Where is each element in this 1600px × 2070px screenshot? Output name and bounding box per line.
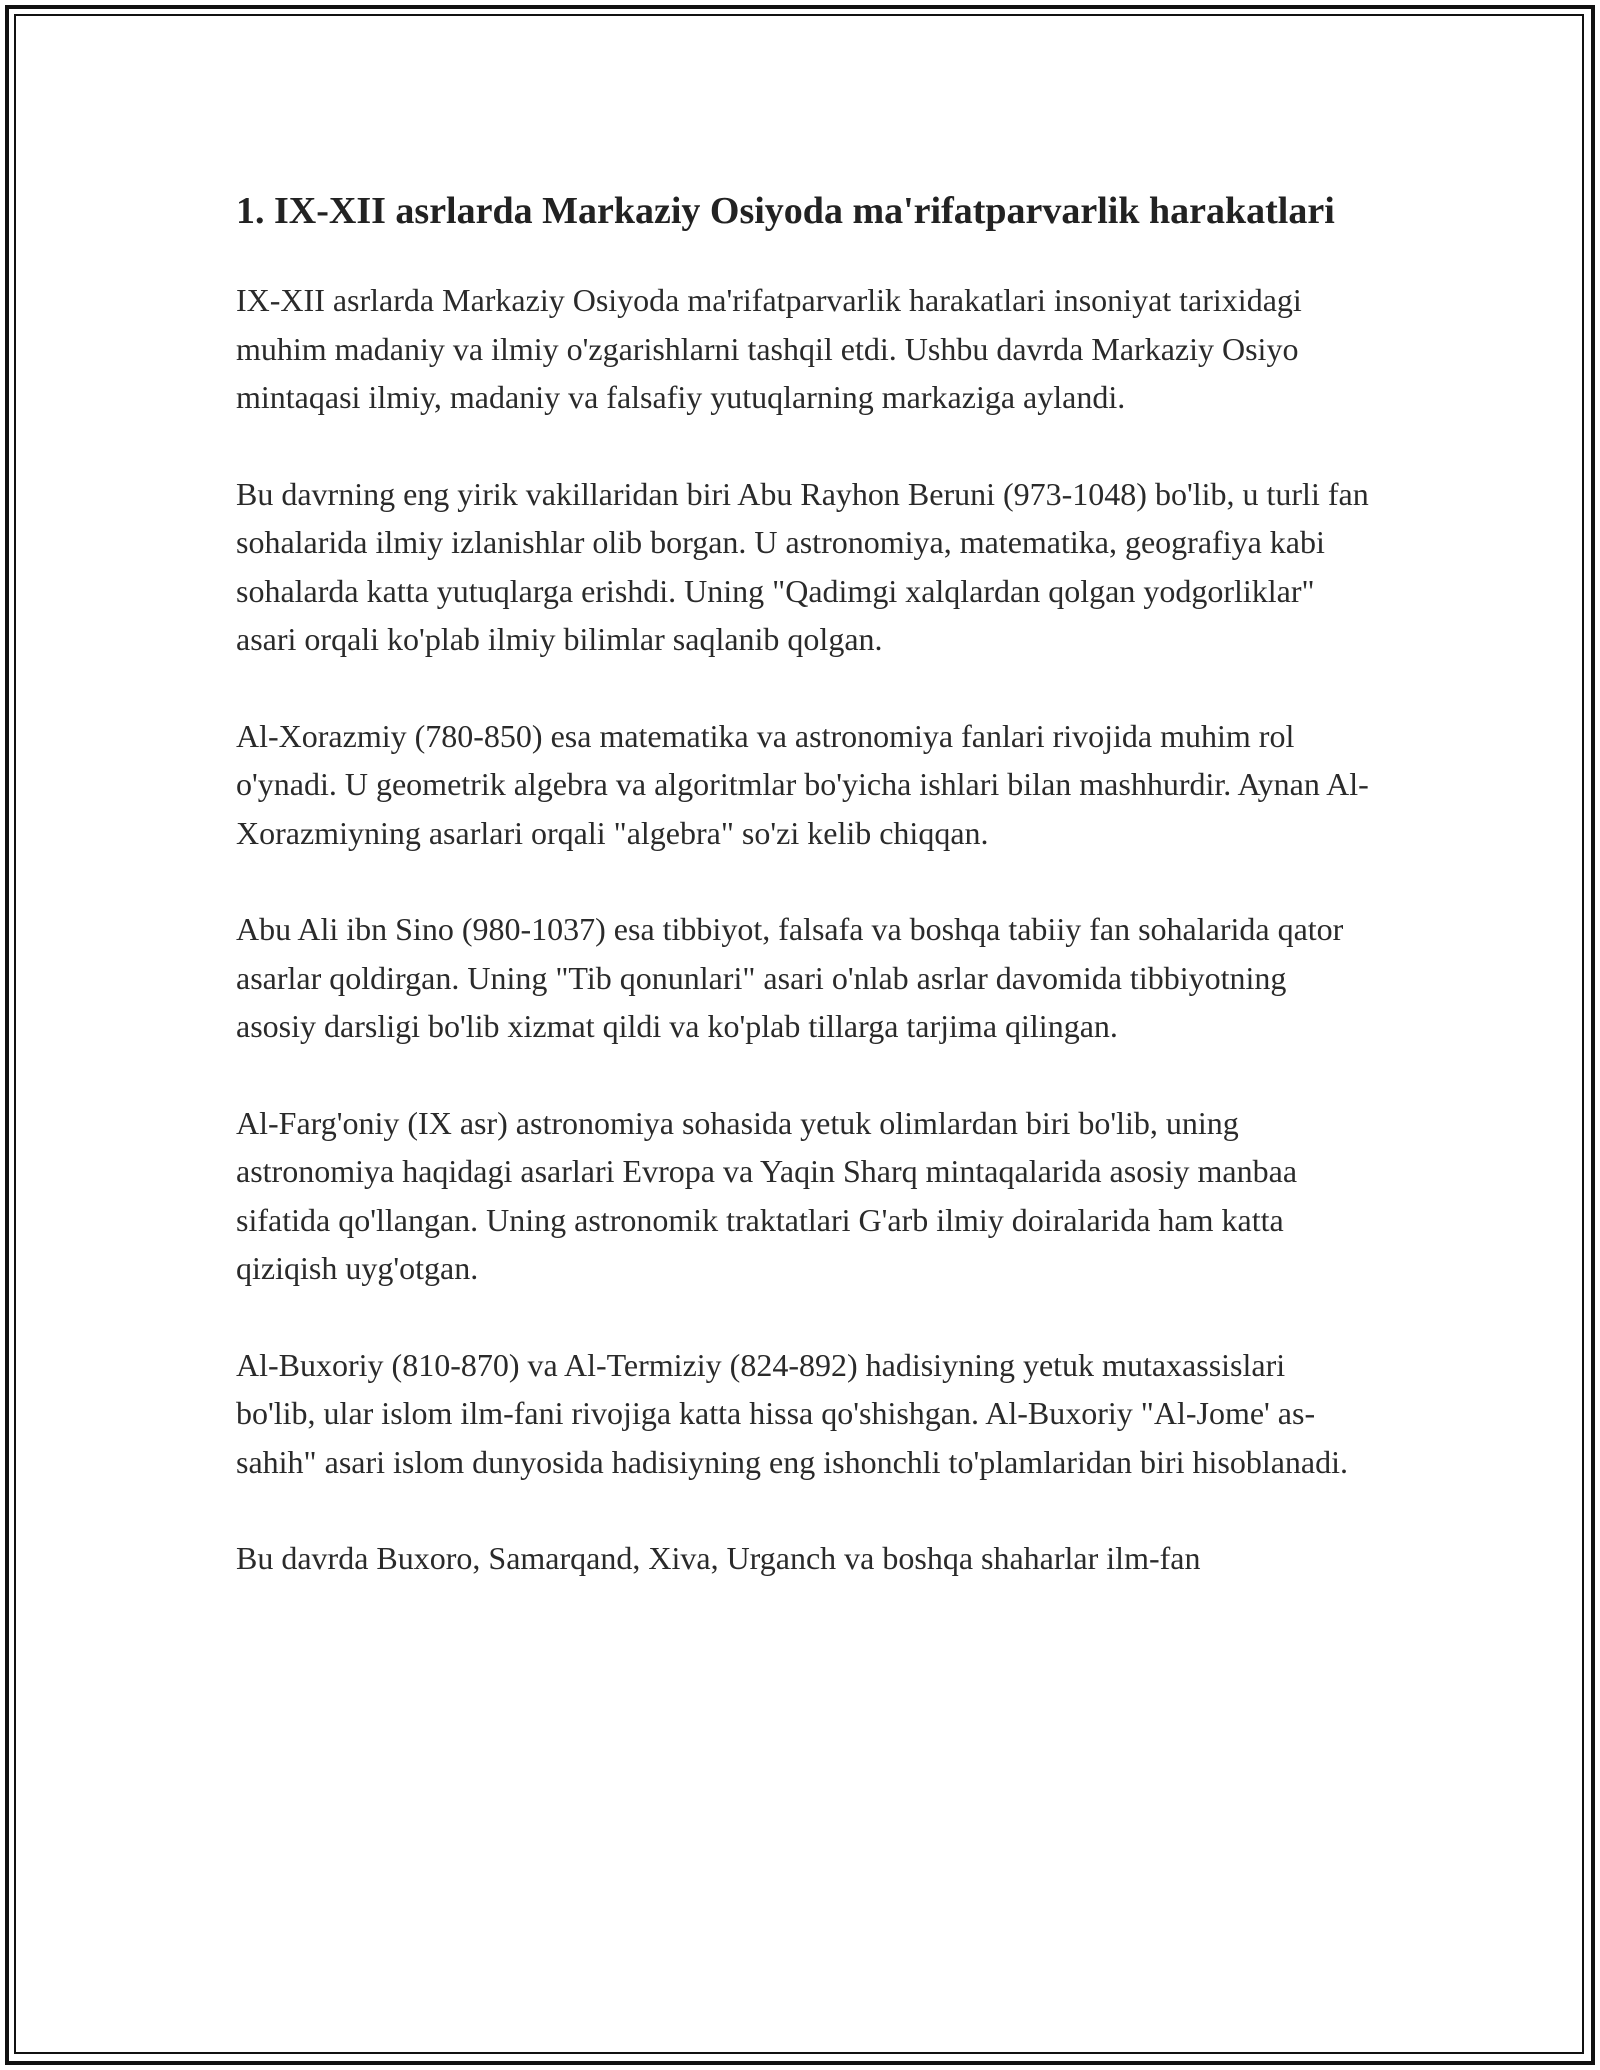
paragraph-buxoriy-termiziy: Al-Buxoriy (810-870) va Al-Termiziy (824-892) hadisiyning yetuk mutaxassislari bo'lib, ular islom ilm-fani rivojiga katta hissa qo'shishgan. Al-Buxoriy "Al-Jome' as-sahih" asari islom dunyosida hadisiyning eng ishonchli to'plamlaridan biri hisoblanadi. [236, 1346, 1348, 1480]
paragraph-ibn-sino: Abu Ali ibn Sino (980-1037) esa tibbiyot, falsafa va boshqa tabiiy fan sohalarida qator asarlar qoldirgan. Uning "Tib qonunlari" asari o'nlab asrlar davomida tibbiyotning asosiy darsligi bo'lib xizmat qildi va ko'plab tillarga tarjima qilingan. [236, 911, 1344, 1044]
paragraph-cities: Bu davrda Buxoro, Samarqand, Xiva, Urganch va boshqa shaharlar ilm-fan [236, 1540, 1201, 1576]
paragraph-xorazmiy: Al-Xorazmiy (780-850) esa matematika va astronomiya fanlari rivojida muhim rol o'ynadi. U geometrik algebra va algoritmlar bo'yicha ishlari bilan mashhurdir. Aynan Al-Xorazmiyning asarlari orqali "algebra" so'zi kelib chiqqan. [236, 717, 1369, 851]
document-title: 1. IX-XII asrlarda Markaziy Osiyoda ma'rifatparvarlik harakatlari [236, 190, 1335, 232]
document-body [236, 184, 1372, 1631]
paragraph-fargoniy: Al-Farg'oniy (IX asr) astronomiya sohasida yetuk olimlardan biri bo'lib, uning astronomiya haqidagi asarlari Evropa va Yaqin Sharq mintaqalarida asosiy manbaa sifatida qo'llangan. Uning astronomik traktatlari G'arb ilmiy doiralarida ham katta qiziqish uyg'otgan. [236, 1104, 1298, 1286]
paragraph-intro: IX-XII asrlarda Markaziy Osiyoda ma'rifatparvarlik harakatlari insoniyat tarixidagi muhim madaniy va ilmiy o'zgarishlarni tashqil etdi. Ushbu davrda Markaziy Osiyo mintaqasi ilmiy, madaniy va falsafiy yutuqlarning markaziga aylandi. [236, 282, 1302, 415]
paragraph-beruni: Bu davrning eng yirik vakillaridan biri Abu Rayhon Beruni (973-1048) bo'lib, u turli fan sohalarida ilmiy izlanishlar olib borgan. U astronomiya, matematika, geografiya kabi sohalarda katta yutuqlarga erishdi. Uning "Qadimgi xalqlardan qolgan yodgorliklar" asari orqali ko'plab ilmiy bilimlar saqlanib qolgan. [236, 475, 1369, 657]
